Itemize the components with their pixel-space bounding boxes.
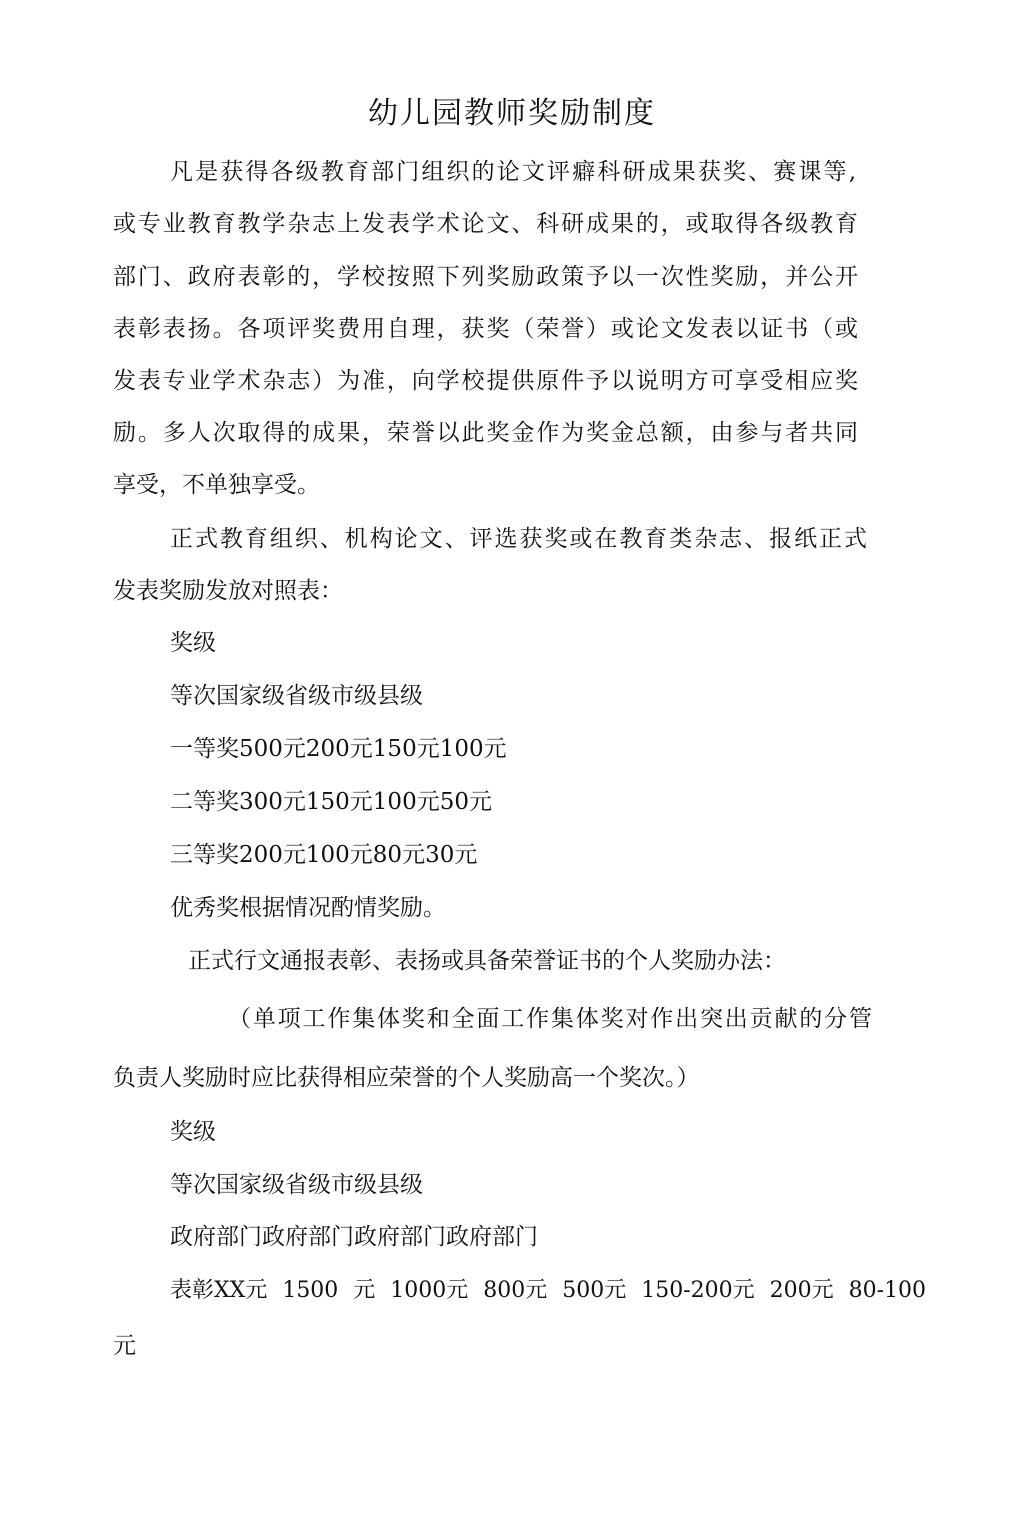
award-table-1-line: 三等奖200元100元80元30元 [170,842,478,868]
award-table-2-line: 元 [113,1333,136,1359]
document-title: 幼儿园教师奖励制度 [368,96,656,131]
paragraph-line: 励。多人次取得的成果，荣誉以此奖金作为奖金总额，由参与者共同 [113,420,858,446]
paragraph-line: 表彰表扬。各项评奖费用自理，获奖（荣誉）或论文发表以证书（或 [113,316,858,342]
award-table-2-line: 奖级 [170,1119,216,1145]
paragraph-line: 发表奖励发放对照表： [113,578,343,604]
paragraph-line: （单项工作集体奖和全面工作集体奖对作出突出贡献的分管 [228,1006,872,1032]
paragraph-line: 负责人奖励时应比获得相应荣誉的个人奖励高一个奖次。） [113,1065,700,1091]
paragraph-line: 正式行文通报表彰、表扬或具备荣誉证书的个人奖励办法： [188,948,786,974]
paragraph-line: 享受，不单独享受。 [113,472,320,498]
paragraph-line: 凡是获得各级教育部门组织的论文评癖科研成果获奖、赛课等, [170,159,856,185]
paragraph-line: 发表专业学术杂志）为准，向学校提供原件予以说明方可享受相应奖 [113,368,858,394]
award-table-2-line: 表彰XX元 1500 元 1000元 800元 500元 150-200元 200元 80-100 [170,1278,927,1303]
award-table-1-line: 优秀奖根据情况酌情奖励。 [170,895,446,921]
award-table-2-line: 政府部门政府部门政府部门政府部门 [170,1224,538,1250]
award-table-1-line: 等次国家级省级市级县级 [170,683,423,709]
award-table-2-line: 等次国家级省级市级县级 [170,1172,423,1198]
paragraph-line: 或专业教育教学杂志上发表学术论文、科研成果的，或取得各级教育 [113,211,858,237]
award-table-1-line: 一等奖500元200元150元100元 [170,736,507,762]
paragraph-line: 正式教育组织、机构论文、评选获奖或在教育类杂志、报纸正式 [170,526,867,552]
award-table-1-line: 二等奖300元150元100元50元 [170,789,492,815]
paragraph-line: 部门、政府表彰的，学校按照下列奖励政策予以一次性奖励，并公开 [113,264,858,290]
award-table-1-line: 奖级 [170,630,216,656]
